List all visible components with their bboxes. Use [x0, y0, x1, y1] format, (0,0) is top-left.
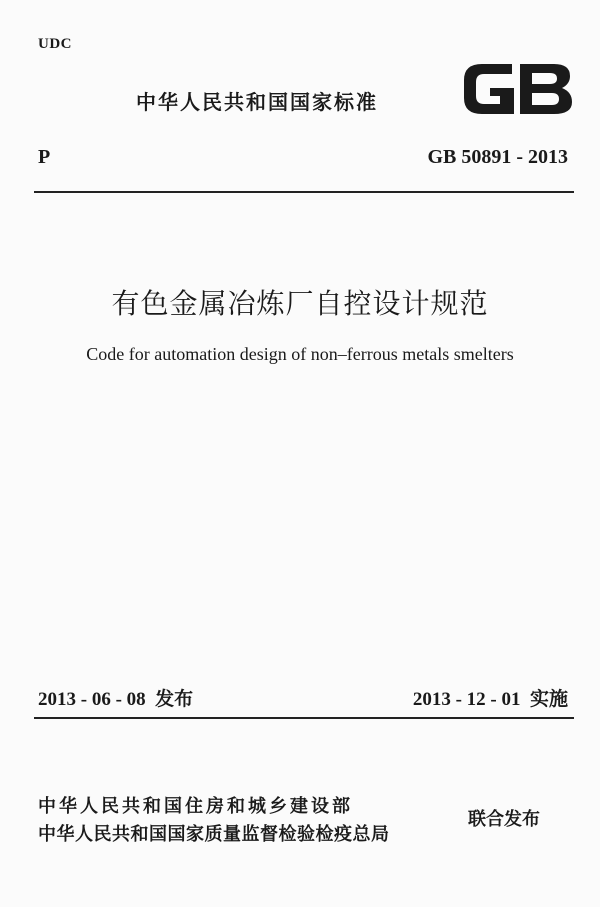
top-divider [34, 191, 574, 193]
implementation-date: 2013 - 12 - 01 实施 [412, 689, 568, 710]
gb-logo-g [464, 64, 514, 114]
standard-number: GB 50891 - 2013 [427, 146, 568, 168]
issuer-administration: 中华人民共和国国家质量监督检验检疫总局 [38, 824, 390, 845]
standard-type-heading: 中华人民共和国国家标准 [136, 90, 378, 114]
title-chinese: 有色金属冶炼厂自控设计规范 [111, 287, 489, 320]
udc-label: UDC [38, 36, 72, 52]
classification-code: P [38, 146, 51, 168]
issue-date: 2013 - 06 - 08 发布 [38, 689, 194, 710]
joint-release-label: 联合发布 [468, 809, 540, 830]
issuer-ministry: 中华人民共和国住房和城乡建设部 [38, 796, 353, 817]
gb-logo-b [520, 64, 572, 114]
gb-logo [462, 58, 574, 120]
bottom-divider [34, 717, 574, 719]
title-english: Code for automation design of non–ferrous metals smelters [86, 344, 514, 364]
